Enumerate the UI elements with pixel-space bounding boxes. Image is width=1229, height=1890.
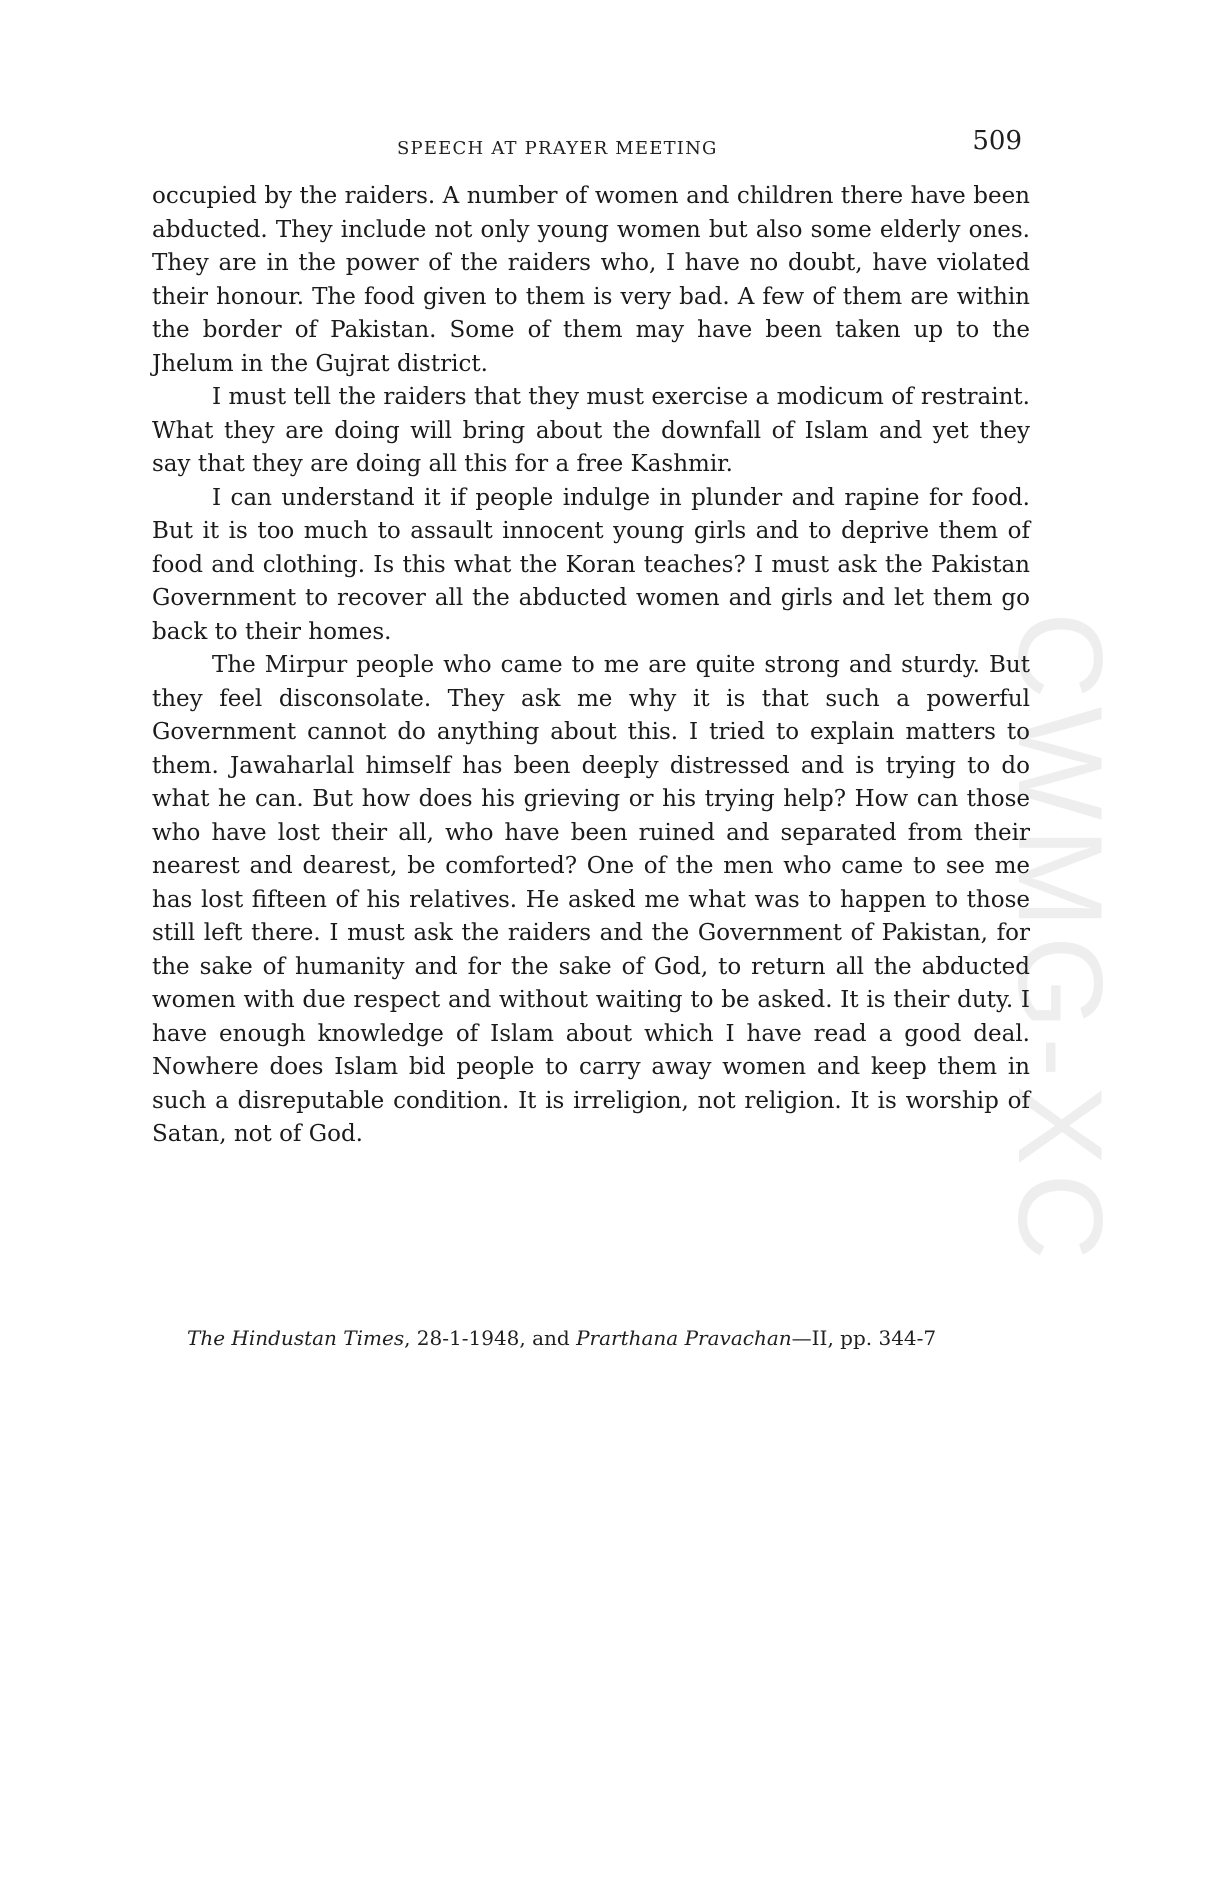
paragraph-1: occupied by the raiders. A number of women and children there have been abducted. They include not only young women but also some elderly ones. They are in the power of the raiders who, I have no doubt, have violated their honour. The food given to them is very bad. A few of them are within the border of Pakistan. Some of them may have been taken up to the Jhelum in the Gujrat district. xyxy=(152,183,1030,377)
source-citation xyxy=(187,1323,1017,1353)
paragraph-2: I must tell the raiders that they must exercise a modicum of restraint. What they are doing will bring about the downfall of Islam and yet they say that they are doing all this for a free Kashmir. xyxy=(152,384,1030,477)
page-content xyxy=(152,180,1030,1152)
page-header xyxy=(152,128,1022,168)
running-title: SPEECH AT PRAYER MEETING xyxy=(397,138,718,159)
paragraph-4: The Mirpur people who came to me are quite strong and sturdy. But they feel disconsolate. They ask me why it is that such a powerful Government cannot do anything about this. I tried to explain matters to them. Jawaharlal himself has been deeply distressed and is trying to do what he can. But how does his grieving or his trying help? How can those who have lost their all, who have been ruined and separated from their nearest and dearest, be comforted? One of the men who came to see me has lost fifteen of his relatives. He asked me what was to happen to those still left there. I must ask the raiders and the Government of Pakistan, for the sake of humanity and for the sake of God, to return all the abducted women with due respect and without waiting to be asked. It is their duty. I have enough knowledge of Islam about which I have read a good deal. Nowhere does Islam bid people to carry away women and keep them in such a disreputable condition. It is irreligion, not religion. It is worship of Satan, not of God. xyxy=(152,652,1030,1147)
source-details-1: , 28-1-1948, and xyxy=(404,1326,577,1350)
watermark-text: CWMG-XC xyxy=(993,612,1127,1268)
source-details-2: —II, pp. 344-7 xyxy=(791,1326,937,1350)
source-publication: The Hindustan Times xyxy=(187,1326,405,1350)
paragraph-3: I can understand it if people indulge in plunder and rapine for food. But it is too much to assault innocent young girls and to deprive them of food and clothing. Is this what the Koran teaches? I must ask the Pakistan Government to recover all the abducted women and girls and let them go back to their homes. xyxy=(152,484,1030,645)
source-volume-title: Prarthana Pravachan xyxy=(576,1326,792,1350)
page-number: 509 xyxy=(972,126,1022,156)
